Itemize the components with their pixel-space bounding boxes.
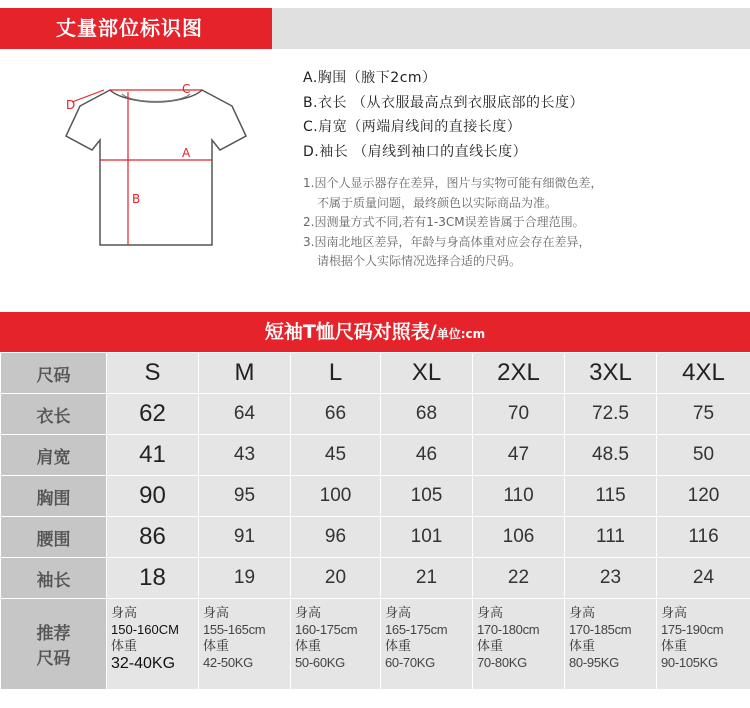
dim-label-d: D <box>66 98 76 112</box>
sleeve-cell: 22 <box>473 558 565 599</box>
height-value: 165-175cm <box>385 622 448 637</box>
top-banner <box>0 8 750 49</box>
spec-length: B.衣长 （从衣服最高点到衣服底部的长度） <box>303 94 585 111</box>
notes <box>303 174 723 272</box>
weight-label: 体重 <box>111 638 138 653</box>
sleeve-cell: 24 <box>657 558 750 599</box>
weight-label: 体重 <box>385 638 412 653</box>
shoulder-cell: 47 <box>473 435 565 476</box>
weight-value: 32-40KG <box>111 655 176 672</box>
height-value: 175-190cm <box>661 622 724 637</box>
waist-cell: 116 <box>657 517 750 558</box>
length-cell: 72.5 <box>565 394 657 435</box>
row-label-recommend-line1: 推荐 <box>36 624 71 644</box>
height-label: 身高 <box>111 605 138 620</box>
size-cell: 4XL <box>657 353 750 394</box>
height-value: 155-165cm <box>203 622 266 637</box>
chest-cell: 105 <box>381 476 473 517</box>
shoulder-cell: 48.5 <box>565 435 657 476</box>
size-cell: M <box>199 353 291 394</box>
spec-shoulder: C.肩宽（两端肩线间的直接长度） <box>303 119 522 135</box>
length-cell: 70 <box>473 394 565 435</box>
table-row-recommend <box>1 599 750 690</box>
waist-cell: 106 <box>473 517 565 558</box>
recommend-cell <box>199 599 291 690</box>
sleeve-cell: 18 <box>107 558 199 599</box>
shoulder-cell: 45 <box>291 435 381 476</box>
dim-label-c: C <box>182 82 191 96</box>
dim-label-b: B <box>132 192 141 206</box>
recommend-cell <box>291 599 381 690</box>
row-label-recommend-line2: 尺码 <box>36 649 71 669</box>
shoulder-cell: 41 <box>107 435 199 476</box>
height-value: 170-185cm <box>569 622 632 637</box>
recommend-cell <box>107 599 199 690</box>
height-label: 身高 <box>295 605 322 620</box>
shoulder-cell: 46 <box>381 435 473 476</box>
row-label-size: 尺码 <box>1 353 107 394</box>
row-label-sleeve: 袖长 <box>1 558 107 599</box>
weight-label: 体重 <box>203 638 230 653</box>
recommend-cell <box>381 599 473 690</box>
row-label-chest: 胸围 <box>1 476 107 517</box>
spec-chest: A.胸围（腋下2cm） <box>303 70 437 86</box>
weight-label: 体重 <box>477 638 504 653</box>
table-row-shoulder <box>1 435 750 476</box>
chest-cell: 100 <box>291 476 381 517</box>
recommend-cell <box>657 599 750 690</box>
height-label: 身高 <box>569 605 596 620</box>
shoulder-cell: 50 <box>657 435 750 476</box>
size-cell: XL <box>381 353 473 394</box>
length-cell: 62 <box>107 394 199 435</box>
weight-label: 体重 <box>569 638 596 653</box>
weight-value: 80-95KG <box>569 655 619 670</box>
note-1-cont: 不属于质量问题，最终颜色以实际商品为准。 <box>317 195 558 210</box>
row-label-waist: 腰围 <box>1 517 107 558</box>
chest-cell: 90 <box>107 476 199 517</box>
recommend-cell <box>473 599 565 690</box>
waist-cell: 91 <box>199 517 291 558</box>
spec-sleeve: D.袖长 （肩线到袖口的直线长度） <box>303 143 528 160</box>
height-label: 身高 <box>203 605 230 620</box>
recommend-cell <box>565 599 657 690</box>
height-value: 160-175cm <box>295 622 358 637</box>
chest-cell: 110 <box>473 476 565 517</box>
dim-label-a: A <box>182 146 191 160</box>
size-table <box>0 352 750 690</box>
length-cell: 66 <box>291 394 381 435</box>
weight-label: 体重 <box>295 638 322 653</box>
sleeve-cell: 20 <box>291 558 381 599</box>
weight-value: 90-105KG <box>661 655 718 670</box>
waist-cell: 101 <box>381 517 473 558</box>
size-cell: 3XL <box>565 353 657 394</box>
row-label-recommend <box>1 599 107 690</box>
sleeve-cell: 19 <box>199 558 291 599</box>
length-cell: 68 <box>381 394 473 435</box>
height-label: 身高 <box>477 605 504 620</box>
page-title: 丈量部位标识图 <box>56 16 203 40</box>
size-cell: L <box>291 353 381 394</box>
table-title-banner <box>0 312 750 352</box>
waist-cell: 96 <box>291 517 381 558</box>
length-cell: 75 <box>657 394 750 435</box>
table-row-length <box>1 394 750 435</box>
row-label-length: 衣长 <box>1 394 107 435</box>
tshirt-diagram <box>60 78 250 253</box>
weight-value: 60-70KG <box>385 655 435 670</box>
size-cell: S <box>107 353 199 394</box>
note-3-cont: 请根据个人实际情况选择合适的尺码。 <box>317 254 522 268</box>
note-2: 2.因测量方式不同,若有1-3CM误差皆属于合理范围。 <box>303 215 585 229</box>
note-3: 3.因南北地区差异，年龄与身高体重对应会存在差异， <box>303 234 591 249</box>
chest-cell: 115 <box>565 476 657 517</box>
table-unit: 单位:cm <box>436 327 486 341</box>
sleeve-cell: 21 <box>381 558 473 599</box>
table-row-size <box>1 353 750 394</box>
size-cell: 2XL <box>473 353 565 394</box>
height-value: 150-160CM <box>111 622 179 637</box>
chest-cell: 95 <box>199 476 291 517</box>
height-value: 170-180cm <box>477 622 540 637</box>
height-label: 身高 <box>385 605 412 620</box>
weight-value: 42-50KG <box>203 655 253 670</box>
table-row-waist <box>1 517 750 558</box>
chest-cell: 120 <box>657 476 750 517</box>
note-1: 1.因个人显示器存在差异，图片与实物可能有细微色差， <box>303 176 603 190</box>
height-label: 身高 <box>661 605 688 620</box>
waist-cell: 111 <box>565 517 657 558</box>
shoulder-cell: 43 <box>199 435 291 476</box>
table-title: 短袖T恤尺码对照表/ <box>264 321 437 343</box>
weight-label: 体重 <box>661 638 688 653</box>
table-row-sleeve <box>1 558 750 599</box>
length-cell: 64 <box>199 394 291 435</box>
waist-cell: 86 <box>107 517 199 558</box>
table-row-chest <box>1 476 750 517</box>
row-label-shoulder: 肩宽 <box>1 435 107 476</box>
sleeve-cell: 23 <box>565 558 657 599</box>
weight-value: 70-80KG <box>477 655 527 670</box>
tshirt-outline-icon <box>60 78 250 253</box>
weight-value: 50-60KG <box>295 655 345 670</box>
measurement-info <box>303 66 723 272</box>
